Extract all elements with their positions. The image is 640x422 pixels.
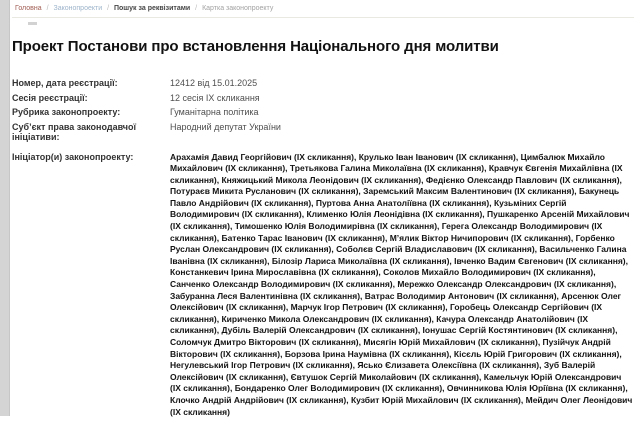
page-title: Проект Постанови про встановлення Національного дня молитви (12, 38, 499, 55)
field-value-subject: Народний депутат України (170, 121, 281, 132)
field-row-number-date (12, 78, 634, 89)
field-label-number-date: Номер, дата реєстрації: (12, 78, 118, 88)
breadcrumb-item-card: Картка законопроекту (202, 5, 274, 12)
field-row-session (12, 93, 634, 104)
breadcrumb-separator: / (46, 5, 49, 12)
header-divider (12, 17, 634, 18)
bill-fields (12, 78, 634, 418)
field-label-rubric: Рубрика законопроекту: (12, 107, 121, 117)
field-label-session: Сесія реєстрації: (12, 92, 88, 103)
field-value-rubric: Гуманітарна політика (170, 107, 259, 117)
bill-card (12, 0, 634, 422)
breadcrumb-item-search[interactable]: Пошук за реквізитами (113, 5, 191, 12)
field-label-subject: Суб’єкт права законодавчої ініціативи: (12, 121, 137, 142)
initiators-value: Арахамія Давид Георгійович (ІХ скликання), Крулько Іван Іванович (ІХ скликання), Цимбалюк Михайло Михайлович (ІХ скликання), Третьякова Галина Миколаївна (ІХ скликання), Кравчук Євгенія Михайлівна (ІХ скликання), Княжицький Микола Леонідович (ІХ скликання), Федієнко Олександр Павлович (ІХ скликання), Потураєв Микита Русланович (ІХ скликання), Заремський Максим Валентинович (ІХ скликання), Бакунець Павло Андрійович (ІХ скликання), Пуртова Анна Анатоліївна (ІХ скликання), Кузьміних Сергій Володимирович (ІХ скликання), Клименко Юлія Леонідівна (ІХ скликання), Пушкаренко Арсеній Михайлович (ІХ скликання), Тимошенко Юлія Володимирівна (ІХ скликання), Герега Олександр Володимирович (ІХ скликання), Батенко Тарас Іванович (ІХ скликання), М’ялик Віктор Ничипорович (ІХ скликання), Горбенко Руслан Олександрович (ІХ скликання), Соболєв Сергій Владиславович (ІХ скликання), Васильченко Галина Іванівна (ІХ скликання), Білозір Лариса Миколаївна (ІХ скликання), Івченко Вадим Євгенович (ІХ скликання), Констанкевич Ірина Мирославівна (ІХ скликання), Соколов Михайло Володимирович (ІХ скликання), Санченко Олександр Володимирович (ІХ скликання), Мережко Олександр Олександрович (ІХ скликання), Забуранна Леся Валентинівна (ІХ скликання), Ватрас Володимир Антонович (ІХ скликання), Арсенюк Олег Олексійович (ІХ скликання), Марчук Ігор Петрович (ІХ скликання), Горобець Олександр Сергійович (ІХ скликання), Кириченко Микола Олександрович (ІХ скликання), Качура Олександр Анатолійович (ІХ скликання), Дубіль Валерій Олександрович (ІХ скликання), Іонушас Сергій Костянтинович (ІХ скликання), Соломчук Дмитро Вікторович (ІХ скликання), Мисягін Юрій Михайлович (ІХ скликання), Пузійчук Андрій Вікторович (ІХ скликання), Борзова Ірина Наумівна (ІХ скликання), Кісєль Юрій Григорович (ІХ скликання), Негулевський Ігор Петрович (ІХ скликання), Ясько Єлизавета Олексіївна (ІХ скликання), Зуб Валерій Олексійович (ІХ скликання), Євтушок Сергій Миколайович (ІХ скликання), Камельчук Юрій Олександрович (ІХ скликання), Бондаренко Олег Володимирович (ІХ скликання), Овчинникова Юлія Юріївна (ІХ скликання), Клочко Андрій Андрійович (ІХ скликання), Кузбит Юрій Михайлович (ІХ скликання), Мейдич Олег Леонідович (ІХ скликання) (170, 151, 633, 417)
field-row-subject (12, 122, 634, 143)
field-row-initiators (12, 152, 634, 419)
field-value-number-date: 12412 від 15.01.2025 (170, 78, 258, 88)
decorative-dash (28, 22, 37, 25)
breadcrumb-item-bills[interactable]: Законопроекти (53, 5, 103, 12)
field-row-rubric (12, 107, 634, 118)
breadcrumb-item-home[interactable]: Головна (15, 5, 42, 12)
field-label-initiators: Ініціатор(и) законопроекту: (12, 151, 134, 162)
field-value-session: 12 сесія ІХ скликання (170, 92, 260, 103)
breadcrumb (12, 0, 634, 13)
left-gutter (0, 0, 10, 416)
breadcrumb-separator: / (107, 5, 110, 12)
breadcrumb-separator: / (195, 5, 198, 12)
